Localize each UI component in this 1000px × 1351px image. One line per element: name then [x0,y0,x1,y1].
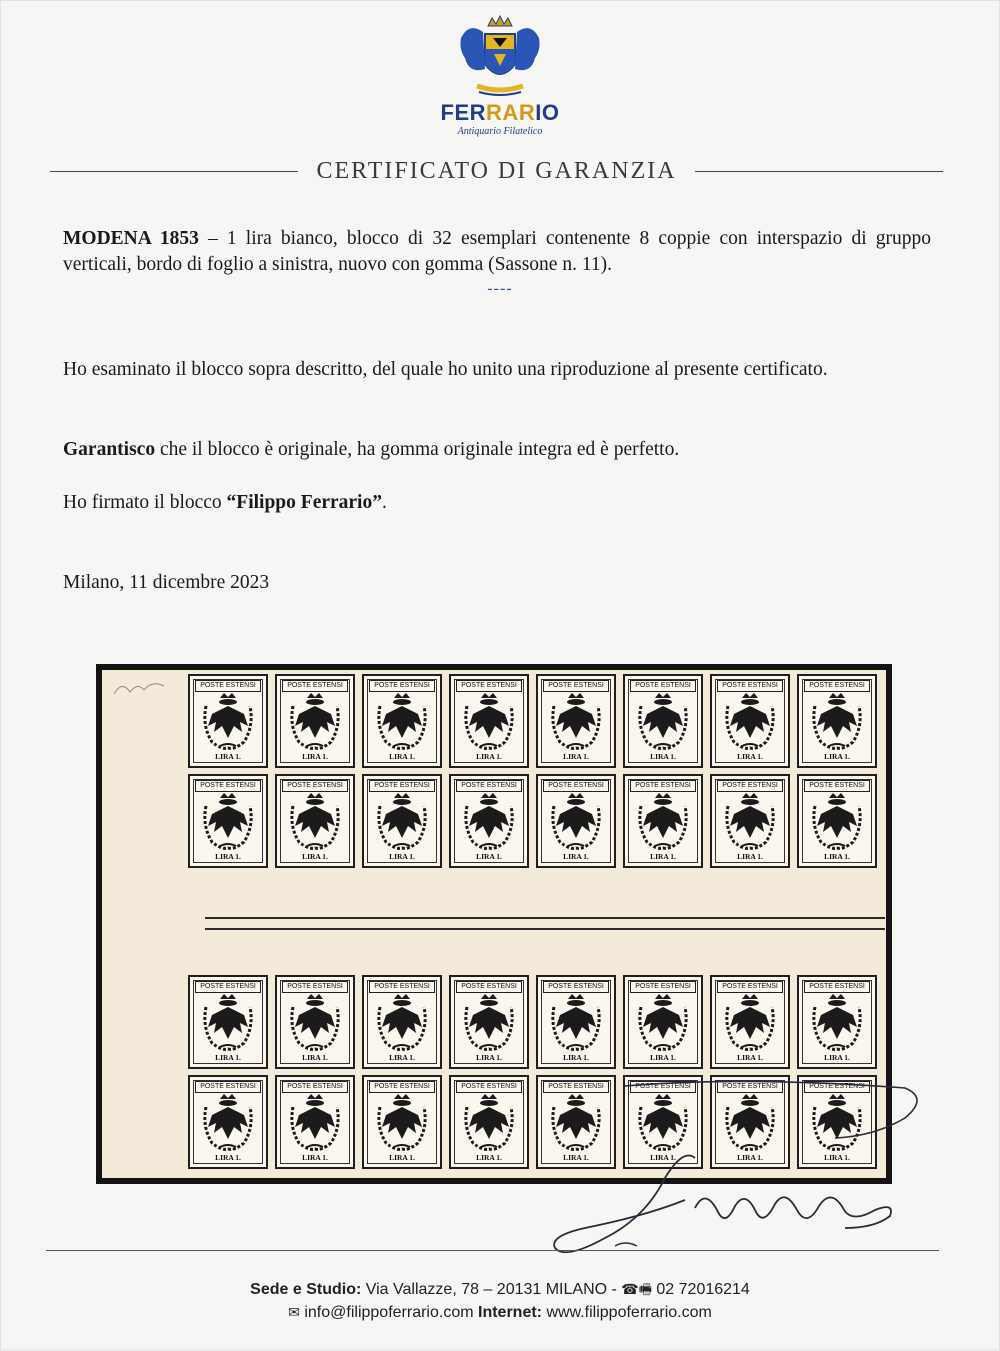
stamp-top-label: POSTE ESTENSI [804,680,870,692]
title-rule-right [695,171,943,172]
crowned-eagle-icon [289,792,341,852]
crowned-eagle-icon [637,993,689,1053]
crowned-eagle-icon [811,993,863,1053]
gutter-line-lower [205,928,885,930]
stamp-r2-c4 [449,774,529,868]
footer-email[interactable]: info@filippoferrario.com [299,1304,478,1321]
crowned-eagle-icon [724,692,776,752]
stamp-r3-c2 [275,975,355,1069]
stamp-r3-c5 [536,975,616,1069]
stamp-top-label: POSTE ESTENSI [630,680,696,692]
footer-address: Via Vallazze, 78 – 20131 MILANO - [361,1281,622,1298]
stamp-top-label: POSTE ESTENSI [630,780,696,792]
stamp-value-label: LIRA 1. [302,1053,328,1062]
stamp-r3-c7 [710,975,790,1069]
stamp-top-label: POSTE ESTENSI [369,680,435,692]
crowned-eagle-icon [289,993,341,1053]
stamp-top-label: POSTE ESTENSI [282,680,348,692]
title-row [50,156,943,186]
stamp-top-label: POSTE ESTENSI [630,981,696,993]
certificate-title: CERTIFICATO DI GARANZIA [316,157,677,184]
crowned-eagle-icon [376,1093,428,1153]
stamp-r3-c3 [362,975,442,1069]
stamp-top-label: POSTE ESTENSI [456,680,522,692]
stamp-top-label: POSTE ESTENSI [195,981,261,993]
phone-fax-icon: ☎🖷 [621,1281,652,1297]
crowned-eagle-icon [724,792,776,852]
stamp-top-label: POSTE ESTENSI [456,780,522,792]
stamp-value-label: LIRA 1. [215,1153,241,1162]
stamp-top-label: POSTE ESTENSI [282,1081,348,1093]
crowned-eagle-icon [811,792,863,852]
stamp-r1-c8 [797,674,877,768]
stamp-value-label: LIRA 1. [389,1153,415,1162]
signed-statement [63,490,931,516]
stamp-value-label: LIRA 1. [476,852,502,861]
stamp-value-label: LIRA 1. [389,752,415,761]
stamp-r1-c5 [536,674,616,768]
stamp-value-label: LIRA 1. [563,752,589,761]
stamp-top-label: POSTE ESTENSI [543,680,609,692]
stamp-r1-c4 [449,674,529,768]
stamp-top-label: POSTE ESTENSI [804,981,870,993]
pencil-mark [110,674,170,704]
stamp-r3-c8 [797,975,877,1069]
stamp-top-label: POSTE ESTENSI [456,1081,522,1093]
stamp-value-label: LIRA 1. [737,1153,763,1162]
stamp-top-label: POSTE ESTENSI [543,780,609,792]
crowned-eagle-icon [376,993,428,1053]
stamp-value-label: LIRA 1. [476,752,502,761]
stamp-value-label: LIRA 1. [824,1053,850,1062]
stamp-value-label: LIRA 1. [563,852,589,861]
stamp-top-label: POSTE ESTENSI [282,780,348,792]
stamp-r1-c3 [362,674,442,768]
stamp-value-label: LIRA 1. [302,852,328,861]
guarantee-lead: Garantisco [63,439,156,460]
crowned-eagle-icon [550,792,602,852]
stamp-r2-c8 [797,774,877,868]
signed-prefix: Ho firmato il blocco [63,492,227,513]
stamp-value-label: LIRA 1. [215,1053,241,1062]
examined-statement: Ho esaminato il blocco sopra descritto, del quale ho unito una riproduzione al presente certificato. [63,359,828,380]
stamp-top-label: POSTE ESTENSI [630,1081,696,1093]
stamp-r1-c2 [275,674,355,768]
stamp-top-label: POSTE ESTENSI [195,780,261,792]
stamp-top-label: POSTE ESTENSI [456,981,522,993]
footer-website[interactable]: www.filippoferrario.com [542,1304,712,1321]
place-date: Milano, 11 dicembre 2023 [63,572,270,593]
stamp-r4-c4 [449,1075,529,1169]
stamp-r3-c6 [623,975,703,1069]
crowned-eagle-icon [463,692,515,752]
description-text: – 1 lira bianco, blocco di 32 esemplari contenente 8 coppie con interspazio di gruppo verticali, bordo di foglio a sinistra, nuovo con gomma (Sassone n. 11). [63,228,931,275]
crowned-eagle-icon [376,792,428,852]
crowned-eagle-icon [637,692,689,752]
stamp-r3-c4 [449,975,529,1069]
stamp-r2-c3 [362,774,442,868]
gutter-line-upper [205,917,885,919]
stamp-value-label: LIRA 1. [650,752,676,761]
stamp-value-label: LIRA 1. [302,752,328,761]
stamp-value-label: LIRA 1. [650,1153,676,1162]
crowned-eagle-icon [202,792,254,852]
stamp-value-label: LIRA 1. [650,852,676,861]
stamp-top-label: POSTE ESTENSI [717,780,783,792]
crowned-eagle-icon [376,692,428,752]
stamp-r4-c3 [362,1075,442,1169]
stamp-top-label: POSTE ESTENSI [369,1081,435,1093]
handwritten-signature [545,1078,925,1268]
stamp-top-label: POSTE ESTENSI [543,1081,609,1093]
crowned-eagle-icon [289,1093,341,1153]
crowned-eagle-icon [811,692,863,752]
stamp-r4-c1 [188,1075,268,1169]
crowned-eagle-icon [463,993,515,1053]
crowned-eagle-icon [202,1093,254,1153]
stamp-value-label: LIRA 1. [824,1153,850,1162]
footer-contact-line [0,1304,1000,1322]
stamp-value-label: LIRA 1. [650,1053,676,1062]
brand-part-right: IO [535,100,560,125]
stamp-value-label: LIRA 1. [389,1053,415,1062]
description-lead: MODENA 1853 [63,228,199,249]
signed-name: “Filippo Ferrario” [226,492,382,513]
stamp-top-label: POSTE ESTENSI [717,1081,783,1093]
crowned-eagle-icon [724,993,776,1053]
crowned-eagle-icon [550,993,602,1053]
stamp-top-label: POSTE ESTENSI [282,981,348,993]
footer-rule [46,1250,939,1251]
description-separator: ---- [487,280,513,297]
stamp-value-label: LIRA 1. [563,1053,589,1062]
brand-name [0,100,1000,126]
stamp-description [63,226,931,278]
stamp-top-label: POSTE ESTENSI [717,680,783,692]
stamp-value-label: LIRA 1. [389,852,415,861]
crowned-eagle-icon [463,1093,515,1153]
stamp-value-label: LIRA 1. [476,1153,502,1162]
stamp-value-label: LIRA 1. [302,1153,328,1162]
stamp-top-label: POSTE ESTENSI [717,981,783,993]
stamp-value-label: LIRA 1. [215,852,241,861]
stamp-value-label: LIRA 1. [215,752,241,761]
stamp-r1-c1 [188,674,268,768]
stamp-value-label: LIRA 1. [824,852,850,861]
signed-suffix: . [381,492,387,513]
crowned-eagle-icon [550,692,602,752]
title-rule-left [50,171,298,172]
stamp-r2-c1 [188,774,268,868]
stamp-top-label: POSTE ESTENSI [804,780,870,792]
guarantee-statement [63,437,931,463]
stamp-top-label: POSTE ESTENSI [369,981,435,993]
stamp-value-label: LIRA 1. [563,1153,589,1162]
crowned-eagle-icon [463,792,515,852]
stamp-top-label: POSTE ESTENSI [369,780,435,792]
footer-phone: 02 72016214 [651,1281,750,1298]
stamp-top-label: POSTE ESTENSI [195,1081,261,1093]
brand-part-left: FER [440,100,487,125]
envelope-icon: ✉ [288,1304,300,1320]
stamp-top-label: POSTE ESTENSI [195,680,261,692]
stamp-value-label: LIRA 1. [737,752,763,761]
brand-part-mid: RAR [486,100,536,125]
crowned-eagle-icon [289,692,341,752]
stamp-value-label: LIRA 1. [824,752,850,761]
stamp-r1-c6 [623,674,703,768]
footer-address-line [0,1279,1000,1303]
stamp-value-label: LIRA 1. [737,852,763,861]
guarantee-text: che il blocco è originale, ha gomma originale integra ed è perfetto. [155,439,680,460]
crowned-eagle-icon [202,692,254,752]
brand-tagline: Antiquario Filatelico [457,126,543,137]
stamp-r2-c6 [623,774,703,868]
stamp-r2-c5 [536,774,616,868]
stamp-r4-c2 [275,1075,355,1169]
stamp-r2-c7 [710,774,790,868]
crowned-eagle-icon [202,993,254,1053]
stamp-r3-c1 [188,975,268,1069]
coat-of-arms-logo [455,14,545,100]
stamp-r2-c2 [275,774,355,868]
stamp-value-label: LIRA 1. [476,1053,502,1062]
stamp-r1-c7 [710,674,790,768]
stamp-value-label: LIRA 1. [737,1053,763,1062]
footer-seat-label: Sede e Studio: [250,1281,362,1298]
crowned-eagle-icon [637,792,689,852]
stamp-top-label: POSTE ESTENSI [543,981,609,993]
footer-internet-label: Internet: [478,1304,542,1321]
stamp-top-label: POSTE ESTENSI [804,1081,870,1093]
